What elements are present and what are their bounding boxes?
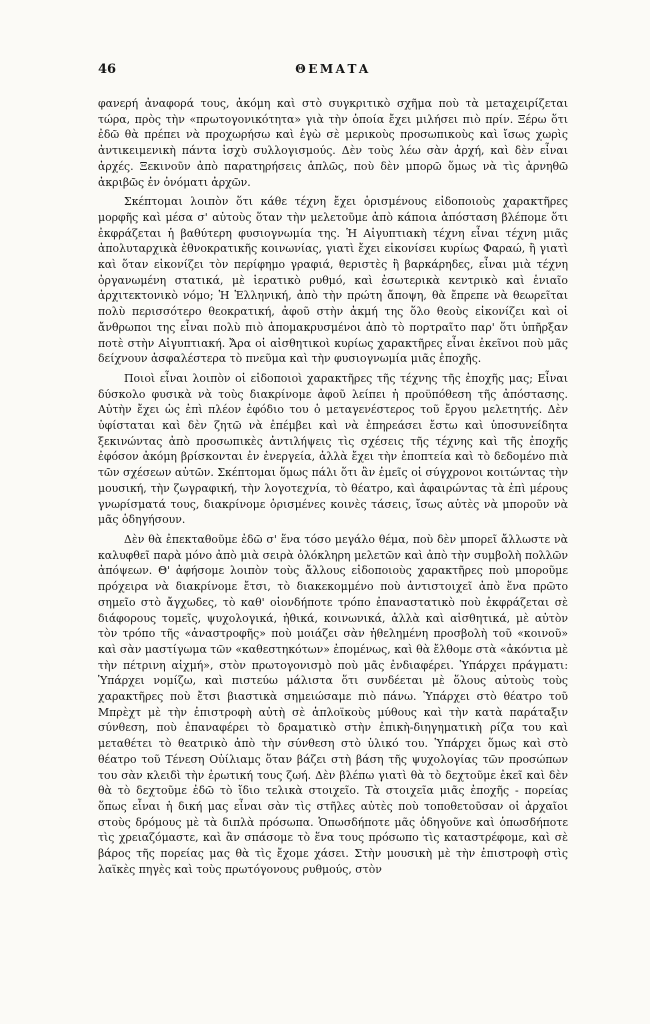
running-title: ΘΕΜΑΤΑ: [295, 62, 371, 76]
paragraph-4: Δὲν θὰ ἐπεκταθοῦμε ἐδῶ σ' ἕνα τόσο μεγάλο θέμα, ποὺ δὲν μπορεῖ ἄλλωστε νὰ καλυφθεῖ παρὰ μόνο ἀπὸ μιὰ σειρὰ ὁλόκληρη μελετῶν καὶ ἀπὸ τὴν συμβολὴ πολλῶν ἀπόψεων. Θ' ἀφήσομε λοιπὸν τοὺς ἄλλους εἰδοποιοὺς χαρακτῆρες ποὺ μποροῦμε πρόχειρα νὰ διακρίνομε ἔτσι, τὸ διακεκομμένο ποὺ ἀντιστοιχεῖ ἀπὸ ἕνα πρῶτο σημεῖο στὸ ἄγχωδες, τὸ καθ' οἱονδήποτε τρόπο ἐπαναστατικὸ ποὺ ἐκφράζεται σὲ διάφορους τομεῖς, ψυχολογικά, ἠθικά, κοινωνικά, ἀλλὰ καὶ αἰσθητικά, μὲ αὐτὸν τὸν τρόπο τῆς «ἀναστροφῆς» ποὺ μοιάζει σὰν ἠθελημένη προσβολὴ τοῦ «κοινοῦ» καὶ σὰν μαστίγωμα τῶν «καθεστηκότων» ἐπομένως, καὶ θὰ ἔλθομε στὰ «ἀκόντια μὲ τὴν πέτρινη αἰχμή», στὸν πρωτογονισμὸ ποὺ μᾶς ἐνδιαφέρει. Ὑπάρχει πράγματι: Ὑπάρχει νομίζω, καὶ πιστεύω μάλιστα ὅτι συνδέεται μὲ ὅλους αὐτοὺς τοὺς χαρακτῆρες ποὺ ἔτσι βιαστικὰ σημειώσαμε πιὸ πάνω. Ὑπάρχει στὸ θέατρο τοῦ Μπρὲχτ μὲ τὴν ἐπιστροφὴ αὐτὴ σὲ ἁπλοϊκοὺς μύθους καὶ τὴν κατὰ παράταξιν σύνθεση, ποὺ ἐπαναφέρει τὸ δραματικὸ στὴν ἐπικὴ-διηγηματικὴ ρίζα του καὶ μεταθέτει τὸ θεατρικὸ ἀπὸ τὴν σύνθεση στὸ ὑλικό του. Ὑπάρχει ὅμως καὶ στὸ θέατρο τοῦ Τένεση Οὐίλιαμς ὅταν βάζει στὴ βάση τῆς ψυχολογίας τῶν προσώπων του σὰν κλειδὶ τὴν ἐρωτική τους ζωή. Δὲν βλέπω γιατὶ θὰ τὸ δεχτοῦμε ἐκεῖ καὶ δὲν θὰ τὸ δεχτοῦμε ἐδῶ τὸ ἴδιο τελικὰ στοιχεῖο. Τὰ στοιχεῖα μιᾶς ἐποχῆς - πορείας ὅπως εἶναι ἡ δική μας εἶναι σὰν τὶς στῆλες αὐτὲς ποὺ τοποθετοῦσαν οἱ ἀρχαῖοι στοὺς δρόμους μὲ τὰ διπλὰ πρόσωπα. Ὁπωσδήποτε μᾶς ὁδηγοῦνε καὶ ὁπωσδήποτε τὶς χρειαζόμαστε, καὶ ἂν σπάσομε τὸ ἕνα τους πρόσωπο τὶς καταστρέφομε, καὶ σὲ βάρος τῆς πορείας μας θὰ τὶς ἔχομε χάσει. Στὴν μουσικὴ μὲ τὴν ἐπιστροφὴ στὶς λαϊκὲς πηγὲς καὶ τοὺς πρωτόγονους ρυθμούς, στὸν: [98, 532, 568, 876]
page-header: [98, 62, 568, 80]
body-text: [98, 96, 568, 881]
paragraph-1: φανερή ἀναφορά τους, ἀκόμη καὶ στὸ συγκριτικὸ σχῆμα ποὺ τὰ μεταχειρίζεται τώρα, πρὸς τὴν «πρωτογονικότητα» γιὰ τὴν ὁποία ἔχει μιλήσει πιὸ πρίν. Ξέρω ὅτι ἐδῶ θὰ πρέπει νὰ προχωρήσω καὶ ἐγὼ σὲ μερικοὺς προσωπικοὺς καὶ ἴσως χωρὶς ἀντικειμενικὴ πάντα ἰσχὺ συλλογισμούς. Δὲν τοὺς λέω σὰν ἀρχή, καὶ δὲν εἶναι ἀρχές. Ξεκινοῦν ἀπὸ παρατηρήσεις ἁπλῶς, ποὺ δὲν μπορῶ ὅμως νὰ τὶς ἀρνηθῶ ἀκριβῶς ἐν ὀνόματι ἀρχῶν.: [98, 97, 568, 189]
page-number: 46: [98, 62, 117, 77]
paragraph-2: Σκέπτομαι λοιπὸν ὅτι κάθε τέχνη ἔχει ὁρισμένους εἰδοποιοὺς χαρακτῆρες μορφῆς καὶ μέσα σ' αὐτοὺς ὅταν τὴν μελετοῦμε ἀπὸ κάποια ἀπόσταση βλέπομε ὅτι ἐκφράζεται ἡ βαθύτερη φυσιογνωμία της. Ἡ Αἰγυπτιακὴ τέχνη εἶναι τέχνη μιᾶς ἀπολυταρχικὰ ἐθνοκρατικῆς κοινωνίας, γιατὶ ἔχει εἰκονίσει κυρίως Φαραώ, ἢ γιατὶ καὶ ὅταν εἰκονίζει τὸν περίφημο γραφιά, θεριστὲς ἢ βαρκάρηδες, εἶναι μιὰ τέχνη ὀργανωμένη στατικά, μὲ ἱερατικὸ ρυθμό, καὶ ἐσωτερικὰ κεντρικὸ καὶ ἑνιαῖο ἀρχιτεκτονικὸ νόμο; Ἡ Ἑλληνική, ἀπὸ τὴν πρώτη ἄποψη, θὰ ἔπρεπε νὰ θεωρεῖται πολὺ περισσότερο θεοκρατική, ἀφοῦ στὴν ἀκμή της ὅλο θεοὺς εἰκονίζει καὶ οἱ ἄνθρωποι της εἶναι πολὺ πιὸ ἀπομακρυσμένοι ἀπὸ τὸ πορτραῖτο παρ' ὅτι ὑπῆρξαν ποτὲ στὴν Αἰγυπτιακή. Ἄρα οἱ αἰσθητικοὶ κυρίως χαρακτῆρες εἶναι ἐκεῖνοι ποὺ μᾶς δείχνουν ἀσφαλέστερα τὸ πνεῦμα καὶ τὴν φυσιογνωμία μιᾶς ἐποχῆς.: [98, 195, 568, 366]
paragraph-3: Ποιοὶ εἶναι λοιπὸν οἱ εἰδοποιοὶ χαρακτῆρες τῆς τέχνης τῆς ἐποχῆς μας; Εἶναι δύσκολο φυσικὰ νὰ τοὺς διακρίνομε ἀφοῦ λείπει ἡ προϋπόθεση τῆς ἀπόστασης. Αὐτὴν ἔχει ὡς ἐπὶ πλέον ἐφόδιο του ὁ μεταγενέστερος τοῦ ἔργου μελετητής. Δὲν ὑφίσταται καὶ δὲν ζητῶ νὰ ἐπέμβει καὶ νὰ ἐπηρεάσει ἔστω καὶ ὑποσυνείδητα ξεκινώντας ἀπὸ προσωπικὲς ἀντιλήψεις τὶς σχέσεις τῆς τέχνης καὶ τῆς ἐποχῆς ἐφόσον ἀκόμη βρίσκονται ἐν ἐνεργεία, ἀλλὰ ἔχει τὴν ἐποπτεία καὶ τὸ δεδομένο πιὰ τῶν σχέσεων αὐτῶν. Σκέπτομαι ὅμως πάλι ὅτι ἂν ἐμεῖς οἱ σύγχρονοι κοιτώντας τὴν μουσική, τὴν ζωγραφική, τὴν λογοτεχνία, τὸ θέατρο, καὶ ἀφαιρώντας τὰ ἐπὶ μέρους γνωρίσματά τους, διακρίνομε ὁρισμένες κοινὲς τάσεις, ἴσως αὐτὲς νὰ μποροῦν νὰ μᾶς ὁδηγήσουν.: [98, 371, 568, 527]
